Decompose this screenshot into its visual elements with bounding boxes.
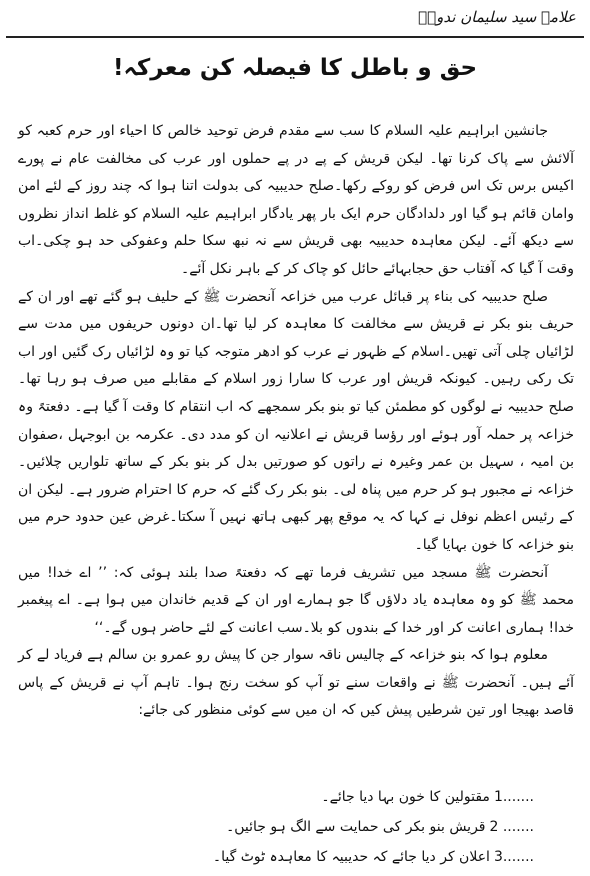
list-item-number: 1....... — [493, 789, 534, 805]
list-item-text: اعلان کر دیا جائے کہ حدیبیہ کا معاہدہ ٹوٹ گیا۔ — [212, 849, 490, 865]
article-title: حق و باطل کا فیصلہ کن معرکہ! — [112, 55, 478, 81]
paragraph-3: آنحضرت ﷺ مسجد میں تشریف فرما تھے کہ دفعتہً صدا بلند ہوئی کہ: ’’ اے خدا! میں محمد ﷺ کو وہ معاہدہ یاد دلاؤں گا جو ہمارے اور ان کے قدیم خاندان میں ہوا ہے۔ اے پیغمبر خدا! ہماری اعانت کر اور خدا کے بندوں کو بلا۔سب اعانت کے لئے حاضر ہوں گے۔‘‘ — [18, 564, 574, 636]
list-item — [34, 782, 534, 812]
paragraph-4: معلوم ہوا کہ بنو خزاعہ کے چالیس ناقہ سوار جن کا پیش رو عمرو بن سالم ہے فریاد لے کر آئے ہیں۔ آنحضرت ﷺ نے واقعات سنے تو آپ کو سخت رنج ہوا۔ تاہم آپ نے قریش کے پاس قاصد بھیجا اور تین شرطیں پیش کیں کہ ان میں سے کوئی منظور کی جائے: — [18, 647, 574, 719]
conditions-list — [34, 782, 534, 872]
list-item-number: 3....... — [493, 849, 534, 865]
paragraph-1: جانشین ابراہیم علیہ السلام کا سب سے مقدم فرض توحید خالص کا احیاء اور حرم کعبہ کو آلائش سے پاک کرنا تھا۔ لیکن قریش کے پے در پے حملوں اور عرب کی مخالفت عام نے پورے اکیس برس تک اس فرض کو روکے رکھا۔صلح حدیبیہ کی بدولت اتنا ہوا کہ چند روز کے لئے امن وامان قائم ہو گیا اور دلدادگان حرم ایک بار پھر یادگار ابراہیم علیہ السلام کو غلط انداز نظروں سے دیکھ آئے۔ لیکن معاہدہ حدیبیہ بھی قریش سے نہ نبھ سکا حلم وعفوکی حد ہو چکی۔اب وقت آ گیا کہ آفتاب حق حجابہائے حائل کو چاک کر کے باہر نکل آئے۔ — [18, 123, 574, 277]
list-item — [34, 812, 534, 842]
list-item-number: 2 ....... — [489, 819, 534, 835]
header-rule — [6, 36, 584, 38]
list-item-text: قریش بنو بکر کی حمایت سے الگ ہو جائیں۔ — [226, 819, 486, 835]
list-item-text: مقتولین کا خون بہا دیا جائے۔ — [321, 789, 490, 805]
author-name: علامہ سید سلیمان ندویؒ — [418, 8, 576, 26]
article-body — [18, 118, 574, 725]
paragraph-2: صلح حدیبیہ کی بناء پر قبائل عرب میں خزاعہ آنحضرت ﷺ کے حلیف ہو گئے تھے اور ان کے حریف بنو بکر نے قریش سے مخالفت کا معاہدہ کر لیا تھا۔ان دونوں حریفوں میں مدت سے لڑائیاں چلی آتی تھیں۔اسلام کے ظہور نے عرب کو ادھر متوجہ کیا تو وہ لڑائیاں رک گئیں اور اب تک رکی رہیں۔ کیونکہ قریش اور عرب کا سارا زور اسلام کے مقابلے میں صرف ہو رہا تھا۔صلح حدیبیہ نے لوگوں کو مطمئن کیا تو بنو بکر سمجھے کہ اب انتقام کا وقت آ گیا ہے۔ دفعتہً وہ خزاعہ پر حملہ آور ہوئے اور رؤسا قریش نے اعلانیہ ان کو مدد دی۔ عکرمہ بن ابوجہل ،صفوان بن امیہ ، سہیل بن عمر وغیرہ نے راتوں کو صورتیں بدل کر بنو بکر کے ساتھ تلواریں چلائیں۔خزاعہ نے مجبور ہو کر حرم میں پناہ لی۔ بنو بکر رک گئے کہ حرم کا احترام ضرور ہے۔ لیکن ان کے رئیس اعظم نوفل نے کہا کہ یہ موقع پھر کبھی ہاتھ نہیں آ سکتا۔غرض عین حدود حرم میں بنو خزاعہ کا خون بہایا گیا۔ — [18, 288, 574, 553]
list-item — [34, 842, 534, 872]
